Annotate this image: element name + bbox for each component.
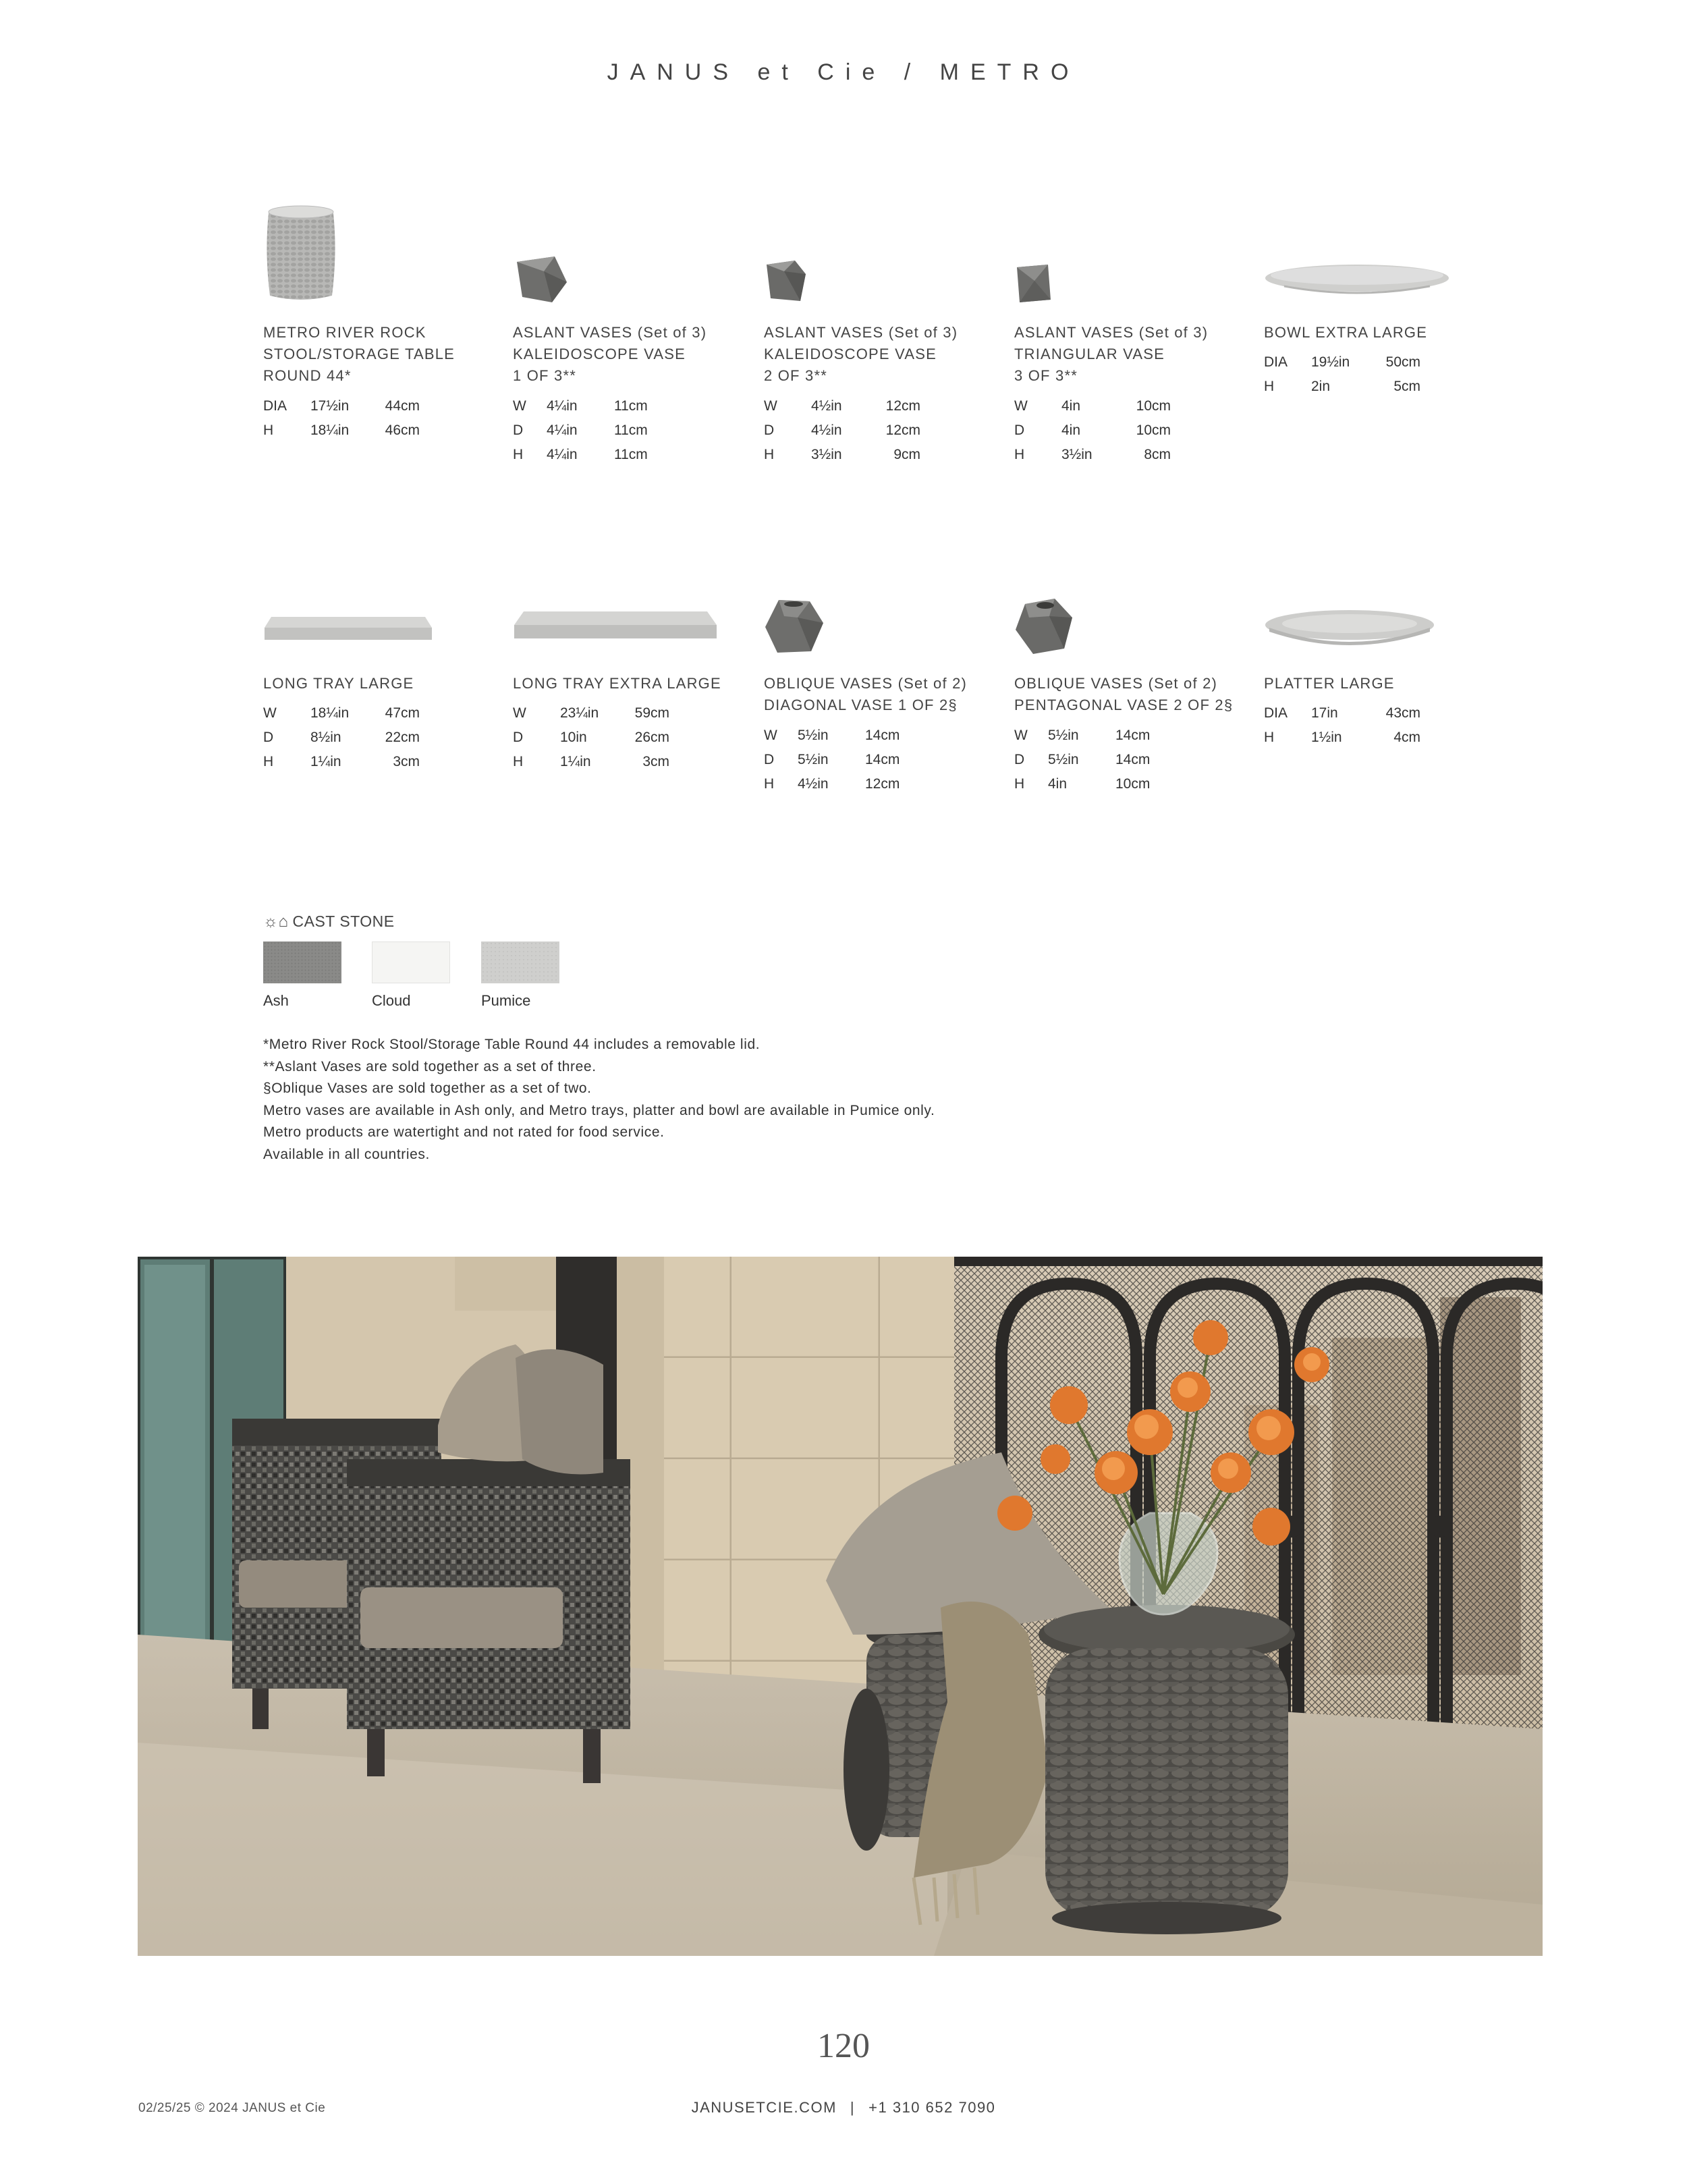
dimension-cm: 14cm (865, 728, 900, 743)
dimension-inches: 18¼in (310, 705, 350, 721)
product-name-line: 2 OF 3** (764, 367, 827, 384)
dimension-inches: 1½in (1311, 730, 1342, 745)
platter-image (1264, 609, 1435, 648)
product-name-line: DIAGONAL VASE 1 OF 2§ (764, 697, 958, 713)
dimension-cm: 11cm (614, 422, 648, 438)
swatch-pumice (481, 941, 559, 983)
dimension-label: H (1264, 730, 1275, 745)
dimension-inches: 8½in (310, 730, 341, 745)
lifestyle-photo (138, 1257, 1543, 1956)
dimension-row (263, 754, 439, 778)
product-name-line: PLATTER LARGE (1264, 675, 1395, 692)
material-icons (263, 912, 289, 931)
dimension-row (263, 705, 439, 730)
dimension-inches: 4in (1048, 776, 1068, 792)
footer-separator: | (850, 2099, 856, 2116)
dimension-cm: 10cm (1136, 398, 1171, 414)
vase-image (1014, 263, 1052, 304)
dimension-label: D (764, 422, 775, 438)
note-line: Metro vases are available in Ash only, and Metro trays, platter and bowl are available in Pumice only. (263, 1102, 935, 1118)
dimension-cm: 9cm (893, 447, 920, 462)
dimension-cm: 26cm (634, 730, 669, 745)
dimension-row (1014, 728, 1190, 752)
material-title: CAST STONE (292, 912, 395, 930)
dimension-label: D (764, 752, 775, 767)
dimension-label: H (1014, 776, 1025, 792)
dimension-row (1014, 422, 1190, 447)
dimension-inches: 4¼in (547, 398, 578, 414)
note-line: Metro products are watertight and not rated for food service. (263, 1124, 665, 1140)
dimension-cm: 10cm (1115, 776, 1151, 792)
dimension-label: D (513, 730, 524, 745)
product-name-line: TRIANGULAR VASE (1014, 346, 1165, 362)
note-line: *Metro River Rock Stool/Storage Table Round 44 includes a removable lid. (263, 1037, 760, 1052)
dimension-inches: 5½in (1048, 752, 1079, 767)
dimension-inches: 17in (1311, 705, 1338, 721)
product-name-line: LONG TRAY EXTRA LARGE (513, 675, 721, 692)
dimension-label: H (513, 447, 524, 462)
dimension-row (263, 730, 439, 754)
product-name-line: ASLANT VASES (Set of 3) (513, 324, 707, 341)
dimension-row (263, 398, 439, 422)
dimension-label: H (764, 776, 775, 792)
product-name-line: 1 OF 3** (513, 367, 576, 384)
dimensions-table (263, 398, 439, 447)
dimension-label: H (263, 422, 274, 438)
dimensions-table (764, 398, 939, 471)
dimension-inches: 1¼in (310, 754, 341, 769)
dimension-inches: 4½in (811, 422, 842, 438)
dimension-label: D (1014, 752, 1025, 767)
dimension-row (1264, 730, 1439, 754)
dimension-row (1264, 379, 1439, 403)
footer-phone[interactable]: +1 310 652 7090 (868, 2099, 996, 2116)
dimension-inches: 4¼in (547, 422, 578, 438)
dimension-inches: 1¼in (560, 754, 591, 769)
dimension-cm: 43cm (1385, 705, 1420, 721)
product-name-line: LONG TRAY LARGE (263, 675, 414, 692)
dimension-row (1264, 705, 1439, 730)
dimension-inches: 19½in (1311, 354, 1350, 370)
vase-image (513, 255, 570, 304)
dimension-label: H (1014, 447, 1025, 462)
dimension-cm: 3cm (642, 754, 669, 769)
dimension-cm: 14cm (1115, 752, 1151, 767)
dimension-inches: 4in (1061, 422, 1081, 438)
dimensions-table (1264, 705, 1439, 754)
dimension-label: DIA (263, 398, 287, 414)
product-name-line: ASLANT VASES (Set of 3) (1014, 324, 1209, 341)
dimension-cm: 4cm (1393, 730, 1420, 745)
vase-image (1014, 597, 1074, 655)
dimension-label: DIA (1264, 705, 1288, 721)
stool-image (263, 202, 339, 304)
product-name-line: 3 OF 3** (1014, 367, 1078, 384)
dimension-label: H (513, 754, 524, 769)
product-name-line: KALEIDOSCOPE VASE (513, 346, 686, 362)
product-name-line: BOWL EXTRA LARGE (1264, 324, 1428, 341)
dimension-inches: 5½in (798, 728, 829, 743)
product-name-line: OBLIQUE VASES (Set of 2) (764, 675, 968, 692)
dimension-cm: 11cm (614, 398, 648, 414)
dimension-label: D (513, 422, 524, 438)
dimension-row (513, 705, 688, 730)
dimensions-table (764, 728, 939, 800)
dimensions-table (1014, 728, 1190, 800)
dimension-label: W (263, 705, 277, 721)
swatch-ash (263, 941, 341, 983)
dimension-row (513, 398, 688, 422)
dimensions-table (513, 705, 688, 778)
dimension-row (1014, 752, 1190, 776)
dimension-label: DIA (1264, 354, 1288, 370)
dimension-inches: 5½in (1048, 728, 1079, 743)
dimension-label: W (1014, 728, 1028, 743)
footer-date-copyright: 02/25/25 © 2024 JANUS et Cie (138, 2101, 326, 2115)
dimension-inches: 4¼in (547, 447, 578, 462)
dimension-cm: 47cm (385, 705, 420, 721)
dimension-cm: 50cm (1385, 354, 1420, 370)
dimension-row (513, 730, 688, 754)
tray-image (263, 613, 433, 643)
dimension-inches: 4½in (811, 398, 842, 414)
vase-image (764, 259, 807, 304)
dimension-cm: 3cm (393, 754, 420, 769)
dimension-cm: 22cm (385, 730, 420, 745)
dimension-row (1014, 776, 1190, 800)
dimension-cm: 12cm (885, 398, 920, 414)
swatch-label-ash: Ash (263, 992, 289, 1009)
dimension-row (764, 752, 939, 776)
dimension-row (1264, 354, 1439, 379)
footer-contact (0, 2099, 1687, 2117)
swatch-cloud (372, 941, 450, 983)
dimension-cm: 12cm (885, 422, 920, 438)
dimension-inches: 23¼in (560, 705, 599, 721)
dimension-row (764, 422, 939, 447)
material-heading (263, 912, 395, 931)
dimension-inches: 3½in (811, 447, 842, 462)
dimension-row (764, 776, 939, 800)
dimension-label: D (1014, 422, 1025, 438)
dimension-row (513, 422, 688, 447)
product-name-line: OBLIQUE VASES (Set of 2) (1014, 675, 1218, 692)
dimension-label: W (513, 705, 526, 721)
dimension-label: D (263, 730, 274, 745)
product-name-line: ROUND 44* (263, 367, 352, 384)
dimension-cm: 11cm (614, 447, 648, 462)
dimension-inches: 2in (1311, 379, 1331, 394)
dimension-row (263, 422, 439, 447)
dimension-inches: 5½in (798, 752, 829, 767)
note-line: Available in all countries. (263, 1146, 430, 1162)
dimension-cm: 10cm (1136, 422, 1171, 438)
vase-image (764, 597, 825, 655)
dimension-label: H (1264, 379, 1275, 394)
dimension-cm: 59cm (634, 705, 669, 721)
dimension-cm: 46cm (385, 422, 420, 438)
dimension-inches: 4in (1061, 398, 1081, 414)
tray-image (513, 607, 718, 643)
dimension-label: H (764, 447, 775, 462)
dimension-row (513, 754, 688, 778)
dimension-row (764, 398, 939, 422)
note-line: §Oblique Vases are sold together as a set of two. (263, 1081, 592, 1096)
product-name-line: METRO RIVER ROCK (263, 324, 426, 341)
product-name-line: STOOL/STORAGE TABLE (263, 346, 455, 362)
dimension-row (513, 447, 688, 471)
dimension-row (764, 728, 939, 752)
sun-icon: ☼ (263, 912, 279, 931)
swatch-label-pumice: Pumice (481, 992, 531, 1009)
dimension-label: W (764, 728, 777, 743)
dimension-cm: 8cm (1144, 447, 1171, 462)
dimension-inches: 10in (560, 730, 587, 745)
dimension-cm: 44cm (385, 398, 420, 414)
bowl-image (1264, 262, 1450, 297)
product-notes (263, 1034, 1275, 1166)
dimension-inches: 3½in (1061, 447, 1093, 462)
dimension-inches: 4½in (798, 776, 829, 792)
swatch-label-cloud: Cloud (372, 992, 411, 1009)
dimensions-table (1014, 398, 1190, 471)
dimensions-table (263, 705, 439, 778)
dimension-label: W (1014, 398, 1028, 414)
dimension-row (1014, 447, 1190, 471)
dimension-cm: 14cm (1115, 728, 1151, 743)
dimensions-table (1264, 354, 1439, 403)
dimension-label: W (513, 398, 526, 414)
page-number: 120 (817, 2027, 870, 2065)
dimensions-table (513, 398, 688, 471)
footer-website-link[interactable]: JANUSETCIE.COM (691, 2099, 837, 2116)
dimension-cm: 5cm (1393, 379, 1420, 394)
product-name-line: PENTAGONAL VASE 2 OF 2§ (1014, 697, 1234, 713)
note-line: **Aslant Vases are sold together as a set of three. (263, 1058, 597, 1074)
product-name-line: ASLANT VASES (Set of 3) (764, 324, 958, 341)
house-icon: ⌂ (278, 912, 289, 931)
product-name-line: KALEIDOSCOPE VASE (764, 346, 937, 362)
dimension-row (1014, 398, 1190, 422)
dimension-inches: 17½in (310, 398, 350, 414)
dimension-inches: 18¼in (310, 422, 350, 438)
dimension-row (764, 447, 939, 471)
dimension-cm: 14cm (865, 752, 900, 767)
dimension-label: W (764, 398, 777, 414)
brand-header: JANUS et Cie / METRO (607, 59, 1080, 85)
dimension-cm: 12cm (865, 776, 900, 792)
dimension-label: H (263, 754, 274, 769)
